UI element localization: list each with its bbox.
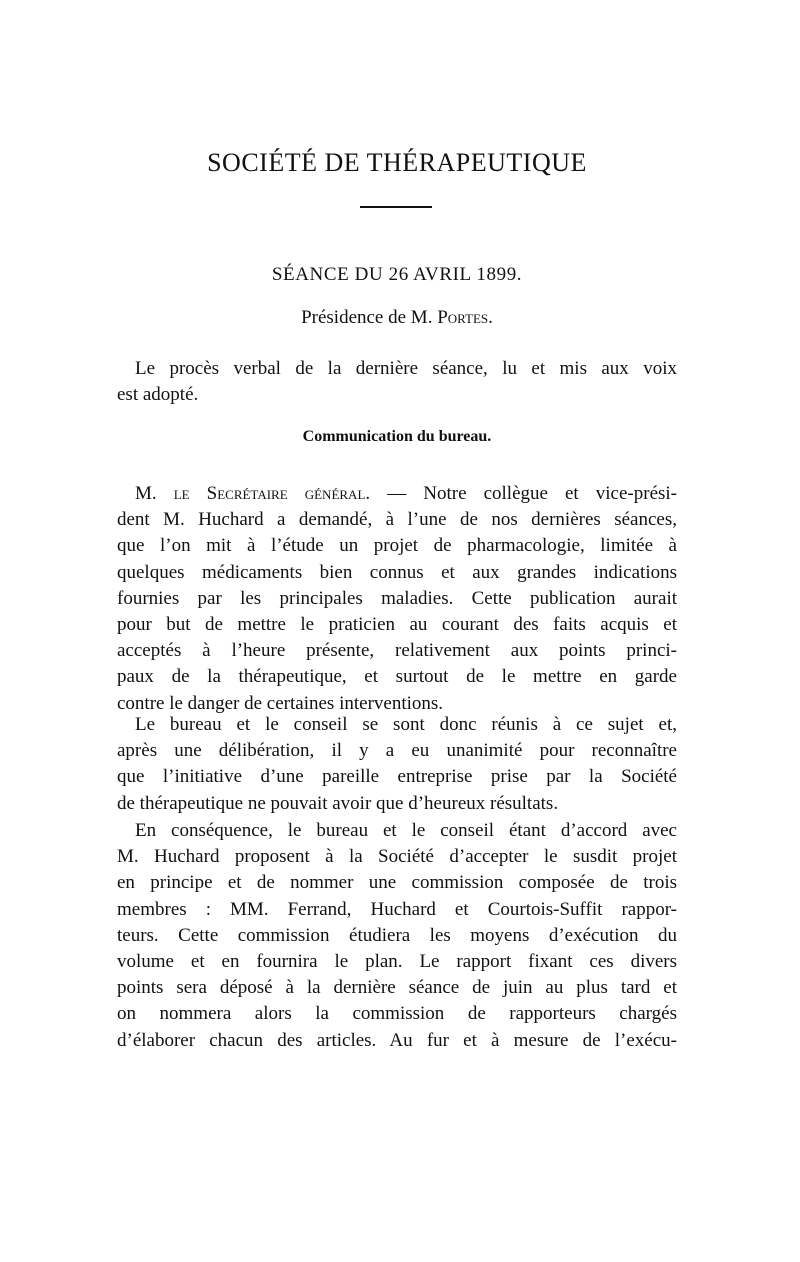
speaker-name: M. le Secrétaire général. bbox=[135, 483, 371, 504]
body-line: quelques médicaments bien connus et aux grandes indications bbox=[117, 561, 677, 583]
body-line-first bbox=[117, 481, 677, 507]
intro-paragraph bbox=[117, 356, 677, 408]
body-line-text: — Notre collègue et vice-prési- bbox=[387, 483, 677, 504]
presidence-prefix: Présidence de M. bbox=[301, 307, 433, 328]
body-line: membres : MM. Ferrand, Huchard et Courtois-Suffit rappor- bbox=[117, 898, 677, 920]
body-line: on nommera alors la commission de rapporteurs chargés bbox=[117, 1003, 677, 1025]
intro-line: Le procès verbal de la dernière séance, lu et mis aux voix bbox=[135, 358, 677, 379]
body-line: que l’initiative d’une pareille entreprise prise par la Société bbox=[117, 766, 677, 788]
body-line: que l’on mit à l’étude un projet de pharmacologie, limitée à bbox=[117, 535, 677, 557]
body-line: En conséquence, le bureau et le conseil étant d’accord avec bbox=[135, 820, 677, 841]
body-paragraph-1 bbox=[117, 481, 677, 717]
session-date: SÉANCE DU 26 AVRIL 1899. bbox=[271, 264, 523, 285]
section-heading: Communication du bureau. bbox=[302, 428, 492, 445]
presidence-line bbox=[117, 307, 677, 329]
body-line: pour but de mettre le praticien au courant des faits acquis et bbox=[117, 614, 677, 636]
president-name: Portes. bbox=[437, 307, 493, 328]
body-line: M. Huchard proposent à la Société d’accepter le susdit projet bbox=[117, 846, 677, 868]
body-line: volume et en fournira le plan. Le rapport fixant ces divers bbox=[117, 951, 677, 973]
intro-line: est adopté. bbox=[117, 384, 199, 406]
page-title: SOCIÉTÉ DE THÉRAPEUTIQUE bbox=[207, 148, 587, 177]
body-line: fournies par les principales maladies. Cette publication aurait bbox=[117, 587, 677, 609]
body-line: teurs. Cette commission étudiera les moyens d’exécution du bbox=[117, 924, 677, 946]
body-line: d’élaborer chacun des articles. Au fur et à mesure de l’exécu- bbox=[117, 1029, 677, 1051]
body-line: paux de la thérapeutique, et surtout de le mettre en garde bbox=[117, 666, 677, 688]
body-paragraph-3 bbox=[117, 818, 677, 1054]
body-line: contre le danger de certaines interventions. bbox=[117, 692, 444, 714]
body-line: de thérapeutique ne pouvait avoir que d’heureux résultats. bbox=[117, 792, 559, 814]
body-line: Le bureau et le conseil se sont donc réunis à ce sujet et, bbox=[135, 714, 677, 735]
title-divider bbox=[360, 206, 432, 208]
body-line: après une délibération, il y a eu unanimité pour reconnaître bbox=[117, 740, 677, 762]
body-line: dent M. Huchard a demandé, à l’une de nos dernières séances, bbox=[117, 509, 677, 531]
body-line: acceptés à l’heure présente, relativement aux points princi- bbox=[117, 640, 677, 662]
body-line: points sera déposé à la dernière séance de juin au plus tard et bbox=[117, 977, 677, 999]
body-paragraph-2 bbox=[117, 712, 677, 817]
body-line: en principe et de nommer une commission composée de trois bbox=[117, 872, 677, 894]
